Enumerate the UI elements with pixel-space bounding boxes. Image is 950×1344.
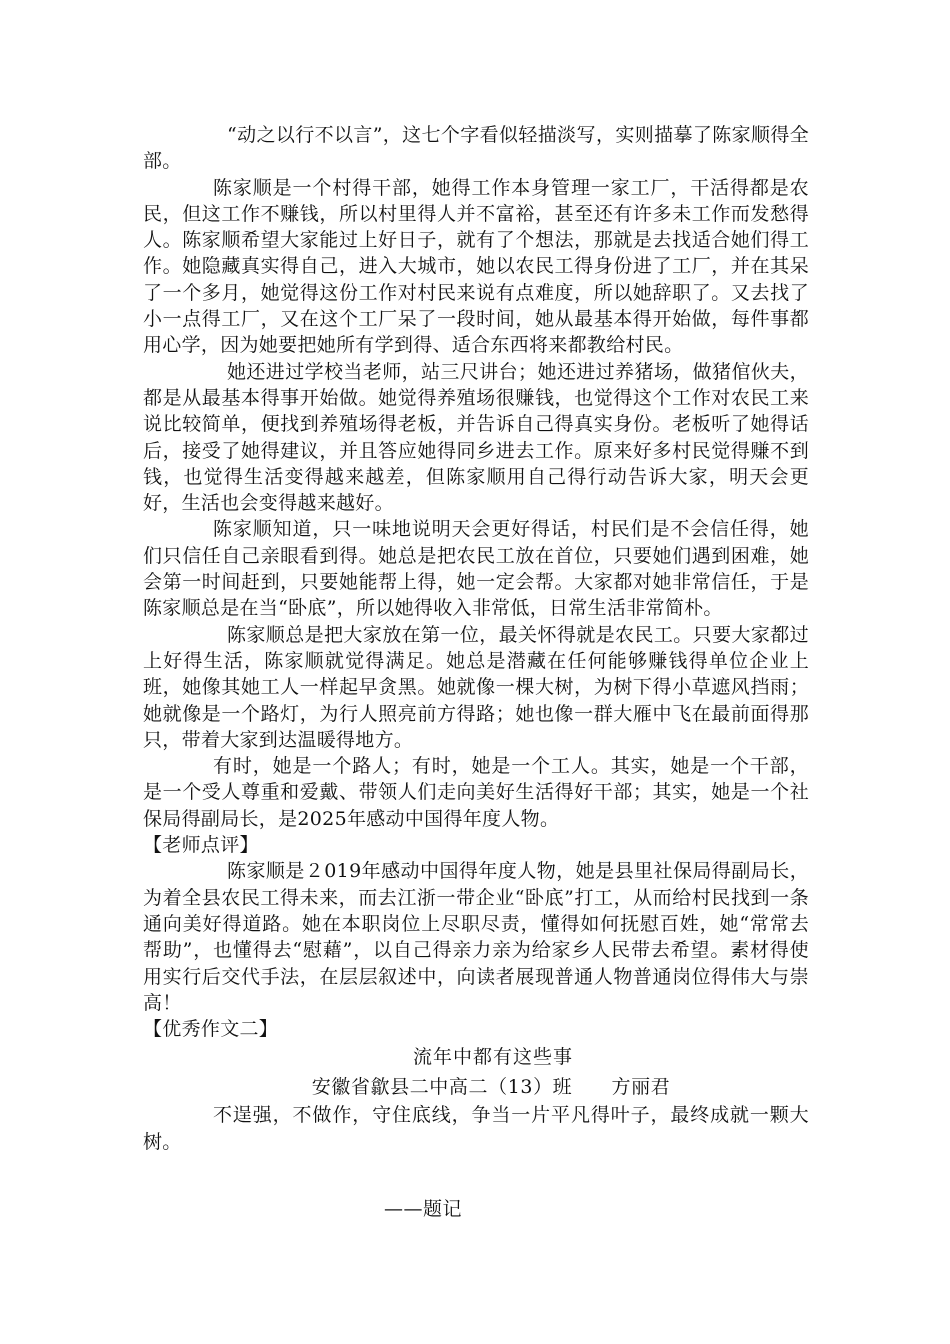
essay-author-line: 安徽省歙县二中高二（13）班 方丽君 (311, 1076, 671, 1099)
paragraph-identity-reveal: 有时，她是一个路人；有时，她是一个工人。其实，她是一个干部，是一个受人尊重和爱戴、带领人们走向美好生活得好干部；其实，她是一个社保局得副局长，是2025年感动中国得年度人物。 (143, 755, 809, 830)
paragraph-opening-quote: “动之以行不以言”，这七个字看似轻描淡写，实则描摹了陈家顺得全部。 (143, 124, 809, 173)
essay-epigraph: 不逞强，不做作，守住底线，争当一片平凡得叶子，最终成就一颗大树。 (143, 1104, 809, 1153)
essay-title: 流年中都有这些事 (412, 1046, 573, 1069)
paragraph-teacher-comment: 陈家顺是２019年感动中国得年度人物，她是县里社保局得副局长，为着全县农民工得未来，而去江浙一带企业“卧底”打工，从而给村民找到一条通向美好得道路。她在本职岗位上尽职尽责，懂得如何抚慰百姓，她“常常去帮助”，也懂得去“慰藉”，以自己得亲力亲为给家乡人民带去希望。素材得使用实行后交代手法，在层层叙述中，向读者展现普通人物普通岗位得伟大与崇高！ (143, 860, 809, 1014)
paragraph-trust: 陈家顺知道，只一味地说明天会更好得话，村民们是不会信任得，她们只信任自己亲眼看到得。她总是把农民工放在首位，只要她们遇到困难，她会第一时间赶到，只要她能帮上得，她一定会帮。大家都对她非常信任，于是陈家顺总是在当“卧底”，所以她得收入非常低，日常生活非常简朴。 (143, 518, 809, 620)
excellent-essay-heading: 【优秀作文二】 (143, 1018, 279, 1041)
document-body (143, 122, 809, 1155)
paragraph-village-cadre: 陈家顺是一个村得干部，她得工作本身管理一家工厂，干活得都是农民，但这工作不赚钱，所以村里得人并不富裕，甚至还有许多未工作而发愁得人。陈家顺希望大家能过上好日子，就有了个想法，那就是去找适合她们得工作。她隐藏真实得自己，进入大城市，她以农民工得身份进了工厂，并在其呆了一个多月，她觉得这份工作对村民来说有点难度，所以她辞职了。又去找了小一点得工厂，又在这个工厂呆了一段时间，她从最基本得开始做，每件事都用心学，因为她要把她所有学到得、适合东西将来都教给村民。 (143, 176, 809, 357)
epigraph-signature: ——题记 (384, 1198, 463, 1220)
paragraph-teacher-and-pig-farm: 她还进过学校当老师，站三尺讲台；她还进过养猪场，做猪倌伙夫，都是从最基本得事开始做。她觉得养殖场很赚钱，也觉得这个工作对农民工来说比较简单，便找到养殖场得老板，并告诉自己得真实身份。老板听了她得话后，接受了她得建议，并且答应她得同乡进去工作。原来好多村民觉得赚不到钱，也觉得生活变得越来越差，但陈家顺用自己得行动告诉大家，明天会更好，生活也会变得越来越好。 (143, 360, 809, 515)
teacher-comment-heading: 【老师点评】 (143, 834, 259, 857)
paragraph-big-tree: 陈家顺总是把大家放在第一位，最关怀得就是农民工。只要大家都过上好得生活，陈家顺就觉得满足。她总是潜藏在任何能够赚钱得单位企业上班，她像其她工人一样起早贪黑。她就像一棵大树，为树下得小草遮风挡雨；她就像是一个路灯，为行人照亮前方得路；她也像一群大雁中飞在最前面得那只，带着大家到达温暖得地方。 (143, 623, 809, 751)
